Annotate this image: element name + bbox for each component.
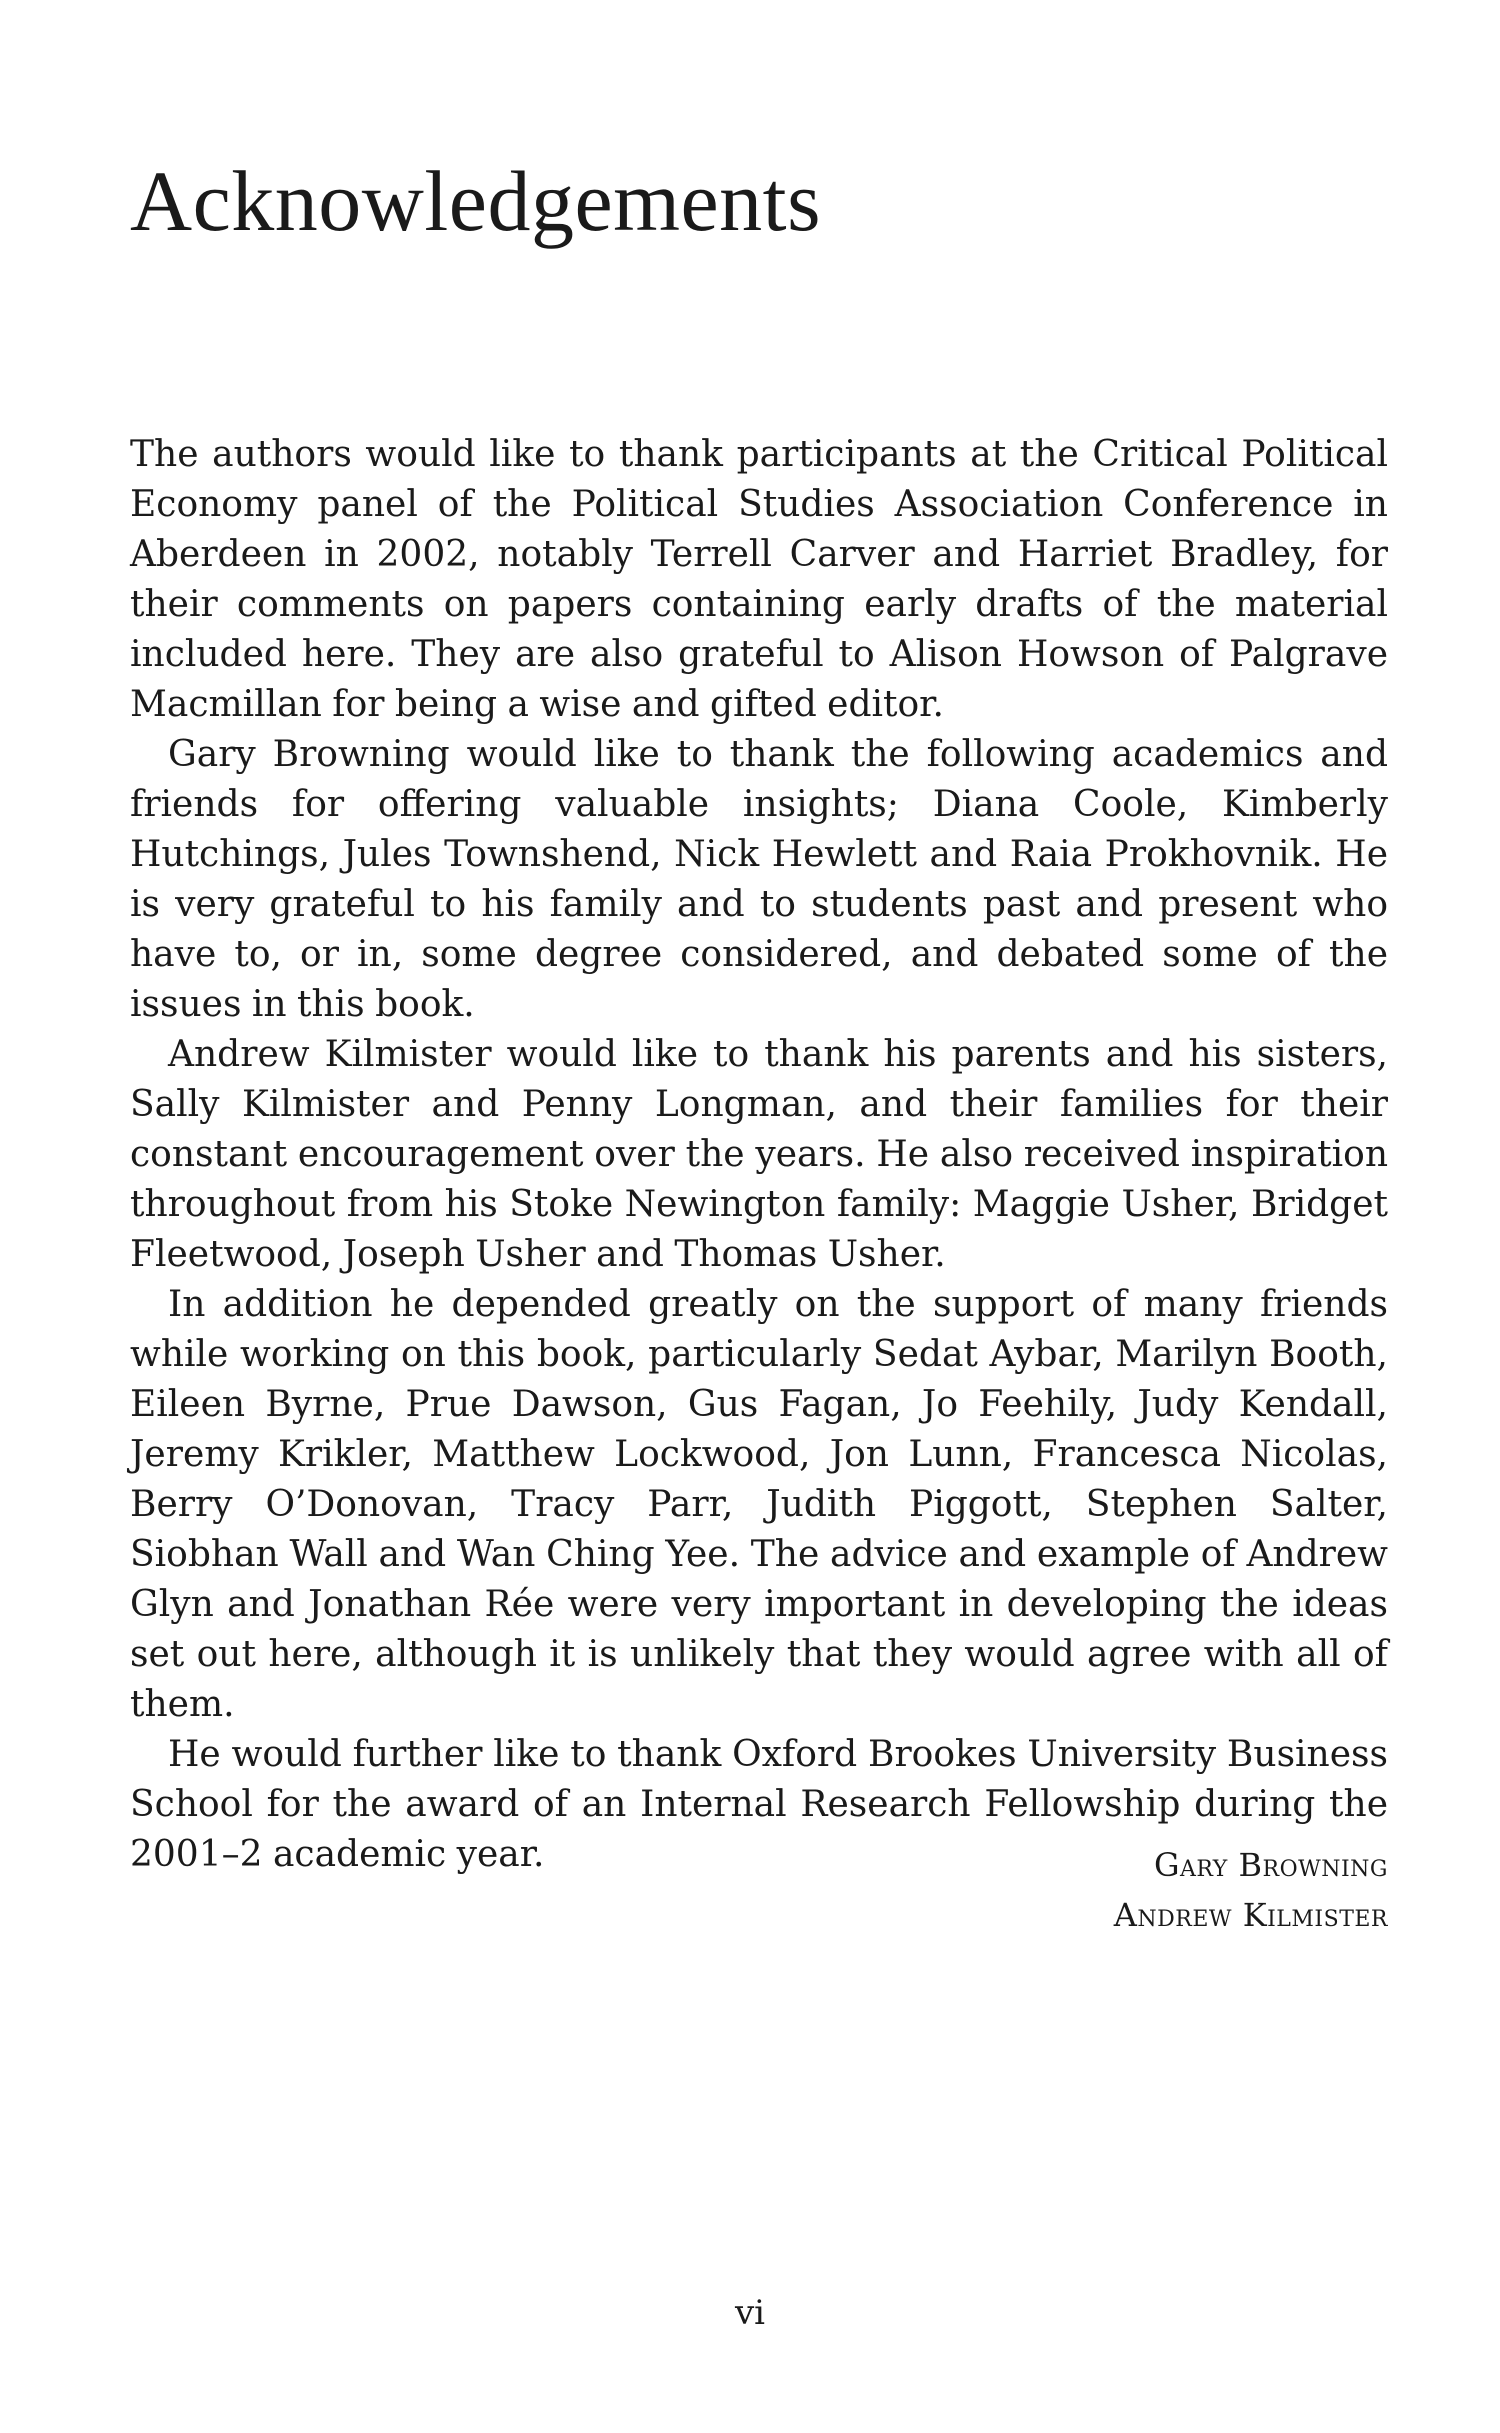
author-signatures: [1114, 1840, 1388, 1940]
paragraph: He would further like to thank Oxford Brookes University Business School for the award of an Internal Research Fellowship during the 2001–2 academic year.: [130, 1734, 1388, 1875]
signature-andrew-kilmister: Andrew Kilmister: [1113, 1896, 1388, 1934]
paragraph: Gary Browning would like to thank the following academics and friends for offering valuable insights; Diana Coole, Kimberly Hutchings, Jules Townshend, Nick Hewlett and Raia Prokhovnik. He is very grateful to his family and to students past and present who have to, or in, some degree considered, and debated some of the issues in this book.: [130, 734, 1388, 1025]
signature-gary-browning: Gary Browning: [1153, 1846, 1388, 1884]
page-number: vi: [734, 2293, 766, 2333]
page-title: Acknowledgements: [130, 153, 822, 249]
paragraph: The authors would like to thank participants at the Critical Political Economy panel of the Political Studies Association Conference in Aberdeen in 2002, notably Terrell Carver and Harriet Bradley, for their comments on papers containing early drafts of the material included here. They are also grateful to Alison Howson of Palgrave Macmillan for being a wise and gifted editor.: [130, 434, 1388, 725]
paragraph: Andrew Kilmister would like to thank his parents and his sisters, Sally Kilmister and Penny Longman, and their families for their constant encouragement over the years. He also received inspiration throughout from his Stoke Newington family: Maggie Usher, Bridget Fleetwood, Joseph Usher and Thomas Usher.: [130, 1034, 1388, 1275]
paragraph: In addition he depended greatly on the support of many friends while working on this book, particularly Sedat Aybar, Marilyn Booth, Eileen Byrne, Prue Dawson, Gus Fagan, Jo Feehily, Judy Kendall, Jeremy Krikler, Matthew Lockwood, Jon Lunn, Francesca Nicolas, Berry O’Donovan, Tracy Parr, Judith Piggott, Stephen Salter, Siobhan Wall and Wan Ching Yee. The advice and example of Andrew Glyn and Jonathan Rée were very important in developing the ideas set out here, although it is unlikely that they would agree with all of them.: [130, 1284, 1388, 1725]
acknowledgements-body: [130, 430, 1388, 1880]
